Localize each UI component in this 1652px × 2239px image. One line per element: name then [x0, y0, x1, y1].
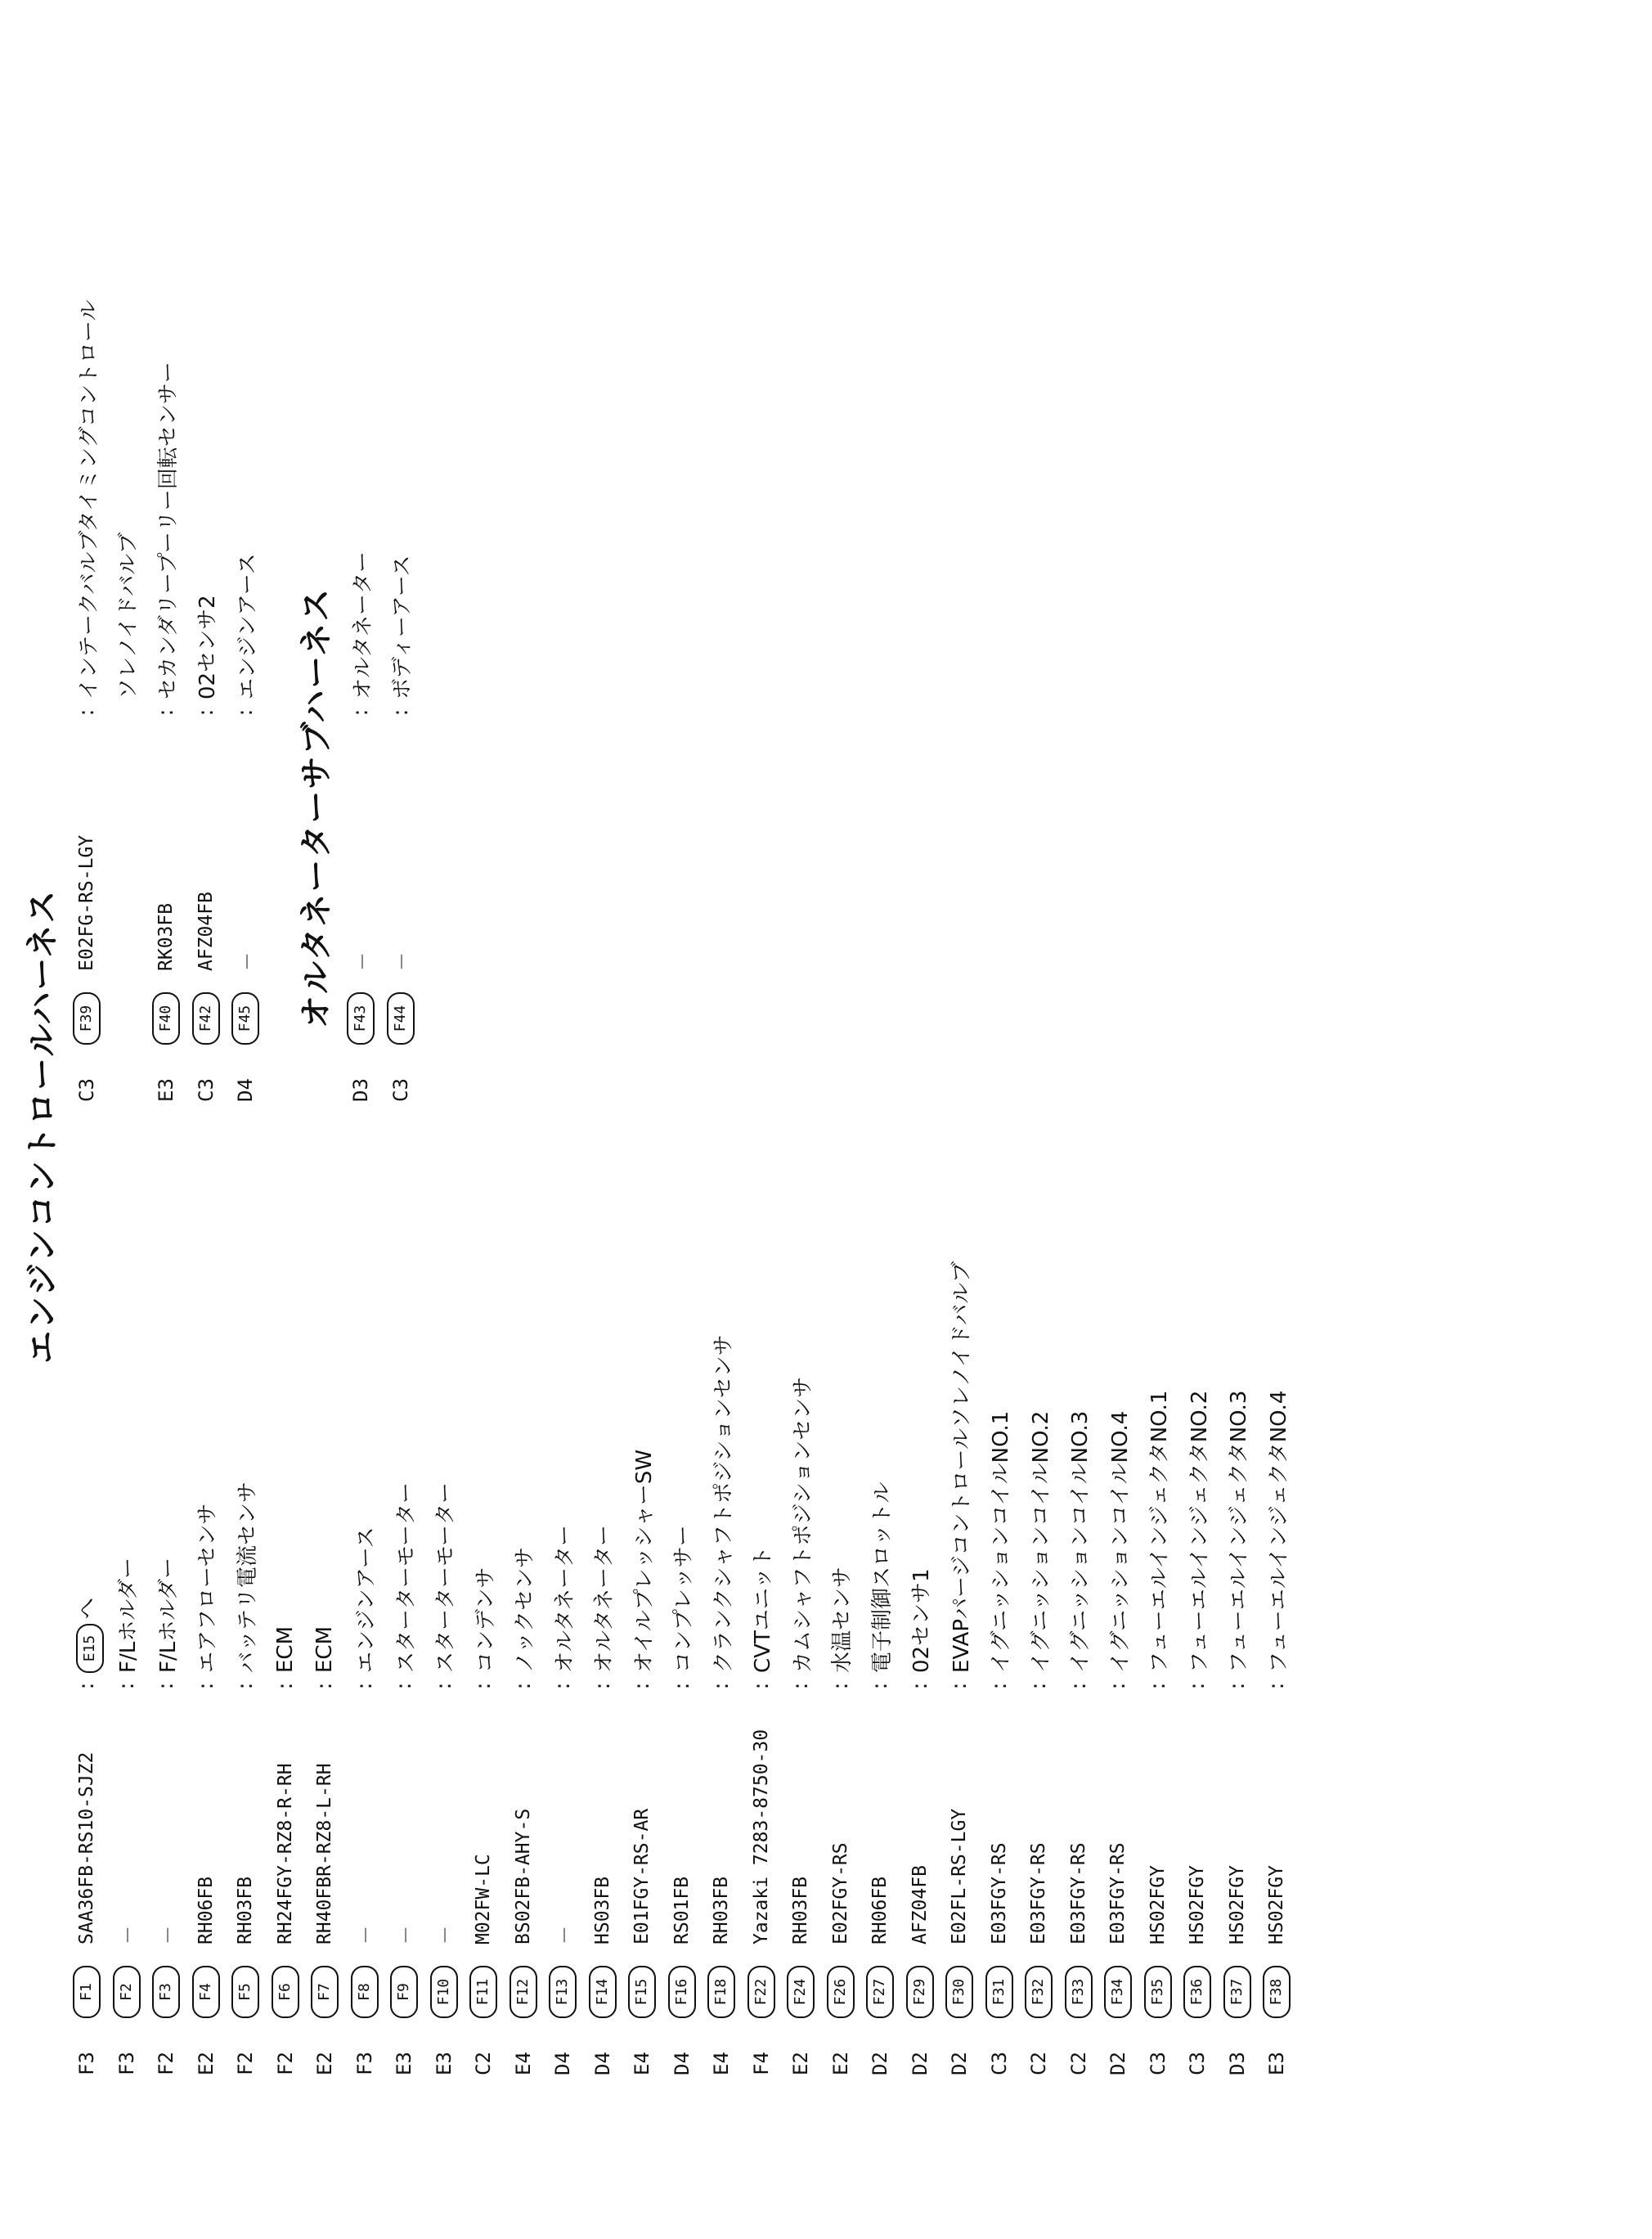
separator: : — [550, 1682, 576, 1690]
connector-row — [341, 38, 381, 1102]
separator: : — [392, 1682, 417, 1690]
separator: : — [193, 708, 218, 717]
part-number: AFZ04FB — [909, 1865, 931, 1945]
connector-description — [945, 1261, 975, 1673]
connector-id-badge: F30 — [945, 1966, 973, 2018]
description-text: フューエルインジェクタNO.4 — [1266, 1390, 1291, 1673]
description-text: オルタネーター — [350, 551, 375, 699]
description-text: ノックセンサ — [513, 1546, 538, 1673]
connector-description — [469, 1567, 499, 1673]
connector-description — [1222, 1391, 1252, 1673]
connector-id-cell — [192, 1945, 220, 2018]
connector-description — [151, 1558, 182, 1673]
connector-description — [786, 1377, 816, 1673]
description-text: フューエルインジェクタNO.3 — [1227, 1390, 1252, 1673]
connector-id-cell — [1065, 1945, 1093, 2018]
grid-location: F3 — [352, 2052, 376, 2075]
separator: : — [1026, 1682, 1052, 1690]
grid-location: C3 — [75, 1078, 99, 1102]
connector-list — [341, 38, 420, 1102]
grid-location: F3 — [114, 2052, 138, 2075]
description-text: コンデンサ — [473, 1567, 498, 1673]
connector-description — [667, 1525, 697, 1673]
part-number: E03FGY-RS — [1107, 1842, 1129, 1945]
connector-id-badge: F38 — [1263, 1966, 1291, 2018]
connector-id-badge: F2 — [113, 1966, 141, 2018]
connector-description — [231, 1481, 261, 1673]
description-text: クランクシャフトポジションセンサ — [711, 1334, 736, 1673]
connector-id-cell — [668, 1945, 696, 2018]
separator: : — [669, 1682, 694, 1690]
grid-location: E4 — [710, 2052, 734, 2075]
connector-id-cell — [311, 1945, 339, 2018]
connector-row — [980, 767, 1020, 2075]
connector-row — [860, 767, 900, 2075]
connector-id-cell — [73, 971, 101, 1045]
connector-id-badge: F14 — [589, 1966, 617, 2018]
part-number: E02FL-RS-LGY — [949, 1808, 971, 1945]
part-number: E02FG-RS-LGY — [76, 834, 98, 971]
separator: : — [1224, 1682, 1250, 1690]
separator: : — [590, 1682, 615, 1690]
connector-row — [1098, 767, 1138, 2075]
description-text: ECM — [312, 1625, 338, 1673]
part-number: － — [392, 952, 414, 971]
connector-id-cell — [1223, 1945, 1251, 2018]
connector-id-badge: F13 — [549, 1966, 577, 2018]
connector-description — [508, 1547, 538, 1673]
grid-location: F2 — [273, 2052, 297, 2075]
connector-id-badge: F40 — [152, 992, 180, 1045]
grid-location: E4 — [631, 2052, 654, 2075]
connector-id-badge: F42 — [192, 992, 220, 1045]
separator: : — [312, 1682, 338, 1690]
description-text: ボディーアース — [390, 555, 415, 699]
separator: : — [352, 1682, 377, 1690]
connector-id-cell — [469, 1945, 497, 2018]
separator: : — [709, 1682, 734, 1690]
grid-location: D3 — [349, 1078, 373, 1102]
connector-id-cell — [589, 1945, 617, 2018]
connector-id-badge: F12 — [510, 1966, 537, 2018]
connector-id-badge: F45 — [231, 992, 259, 1045]
description-text: F/Lホルダー — [116, 1557, 141, 1673]
separator: : — [510, 1682, 536, 1690]
connector-id-badge: F37 — [1223, 1966, 1251, 2018]
connector-row — [1218, 767, 1258, 2075]
connector-id-badge: F31 — [985, 1966, 1013, 2018]
connector-row — [504, 767, 544, 2075]
connector-description — [548, 1525, 578, 1673]
separator: : — [114, 1682, 139, 1690]
reference-connector-badge: E15 — [76, 1624, 104, 1673]
connector-row — [186, 38, 227, 1102]
connector-id-badge: F8 — [351, 1966, 379, 2018]
description-text: スターターモーター — [433, 1482, 459, 1673]
connector-description — [312, 1626, 337, 1673]
grid-location: F2 — [155, 2052, 178, 2075]
part-number: HS02FGY — [1187, 1865, 1209, 1945]
connector-row — [662, 767, 703, 2075]
connector-id-cell — [787, 1945, 815, 2018]
connector-id-badge: F22 — [747, 1966, 775, 2018]
connector-id-cell — [1144, 1945, 1172, 2018]
description-text: イグニッションコイルNO.2 — [1028, 1410, 1053, 1673]
description-text: エアフローセンサ — [195, 1503, 221, 1673]
part-number: HS03FB — [591, 1876, 613, 1945]
connector-id-cell — [430, 1945, 458, 2018]
description-text: スターターモーター — [393, 1482, 419, 1673]
separator: : — [233, 708, 258, 717]
description-text: イグニッションコイルNO.4 — [1107, 1410, 1133, 1673]
connector-id-badge: F43 — [347, 992, 375, 1045]
description-text: エンジンアース — [354, 1526, 379, 1673]
separator: : — [471, 1682, 496, 1690]
grid-location: E2 — [313, 2052, 337, 2075]
connector-description — [905, 1568, 935, 1673]
connector-id-cell — [827, 1945, 855, 2018]
connector-description — [389, 1482, 420, 1673]
connector-id-badge: F11 — [469, 1966, 497, 2018]
grid-location: C2 — [1027, 2052, 1051, 2075]
description-text: オルタネーター — [552, 1525, 577, 1673]
separator: : — [193, 1682, 218, 1690]
connector-id-cell — [387, 971, 415, 1045]
connector-row — [583, 767, 623, 2075]
grid-location: E2 — [828, 2052, 852, 2075]
description-text: EVAPパージコントロールソレノイドバルブ — [949, 1261, 974, 1673]
connector-id-cell — [906, 1945, 934, 2018]
part-number: RH03FB — [711, 1876, 733, 1945]
connector-id-cell — [73, 1945, 101, 2018]
description-text: インテークバルブタイミングコントロール — [76, 299, 101, 699]
description-text: 水温センサ — [830, 1566, 855, 1673]
part-number: AFZ04FB — [195, 892, 217, 971]
separator: : — [1106, 1682, 1131, 1690]
part-number: E02FGY-RS — [829, 1842, 851, 1945]
separator: : — [986, 1682, 1012, 1690]
part-number: － — [356, 1926, 378, 1945]
connector-description — [1183, 1391, 1213, 1673]
connector-id-cell — [549, 1945, 577, 2018]
connector-row — [146, 38, 186, 1102]
connector-id-badge: F27 — [866, 1966, 894, 2018]
grid-location: E3 — [432, 2052, 456, 2075]
connector-id-badge: F18 — [707, 1966, 735, 2018]
connector-id-badge: F6 — [272, 1966, 299, 2018]
connector-id-cell — [866, 1945, 894, 2018]
connector-id-cell — [1263, 1945, 1291, 2018]
connector-row — [821, 767, 861, 2075]
separator: : — [348, 708, 374, 717]
connector-description — [72, 299, 102, 699]
separator: : — [154, 708, 179, 717]
connector-description — [349, 1526, 379, 1673]
grid-location: E3 — [393, 2052, 416, 2075]
part-number: SAA36FB-RS10-SJZ2 — [76, 1751, 98, 1945]
description-text: オイルプレッシャーSW — [631, 1449, 657, 1673]
connector-description — [1024, 1411, 1054, 1673]
separator: : — [868, 1682, 893, 1690]
grid-location: C3 — [987, 2052, 1011, 2075]
grid-location: C3 — [1186, 2052, 1210, 2075]
connector-description — [111, 1558, 141, 1673]
connector-id-cell — [390, 1945, 418, 2018]
connector-row — [900, 767, 940, 2075]
part-number: RK03FB — [155, 902, 177, 971]
connector-row — [781, 767, 821, 2075]
connector-description — [746, 1546, 776, 1673]
grid-location: D4 — [590, 2052, 614, 2075]
connector-row — [622, 767, 662, 2075]
connector-row — [543, 767, 583, 2075]
connector-id-badge: F16 — [668, 1966, 696, 2018]
part-number: RH03FB — [235, 1876, 257, 1945]
grid-location: F4 — [749, 2052, 773, 2075]
part-number: － — [236, 952, 258, 971]
separator: : — [630, 1682, 655, 1690]
connector-description — [70, 1598, 104, 1673]
description-text: コンプレッサー — [671, 1525, 697, 1673]
connector-description — [231, 553, 261, 699]
description-text: イグニッションコイルNO.3 — [1068, 1410, 1093, 1673]
part-number: RS01FB — [671, 1876, 693, 1945]
connector-id-cell — [272, 1945, 299, 2018]
connector-id-badge: F24 — [787, 1966, 815, 2018]
part-number: － — [157, 1926, 179, 1945]
connector-id-badge: F4 — [192, 1966, 220, 2018]
connector-id-badge: F1 — [73, 1966, 101, 2018]
part-number: － — [435, 1926, 457, 1945]
connector-description — [865, 1482, 896, 1673]
connector-id-cell — [192, 971, 220, 1045]
part-number: － — [352, 952, 374, 971]
connector-description — [385, 555, 415, 699]
connector-description — [273, 1626, 298, 1673]
connector-id-cell — [231, 1945, 259, 2018]
grid-location: D3 — [1225, 2052, 1249, 2075]
connector-id-cell — [152, 971, 180, 1045]
connector-id-cell — [231, 971, 259, 1045]
connector-id-cell — [152, 1945, 180, 2018]
part-number: － — [554, 1926, 576, 1945]
grid-location: E2 — [194, 2052, 218, 2075]
separator: : — [154, 1682, 179, 1690]
connector-id-cell — [747, 1945, 775, 2018]
separator: : — [748, 1682, 774, 1690]
part-number: E03FGY-RS — [988, 1842, 1010, 1945]
description-text: F/Lホルダー — [155, 1557, 181, 1673]
connector-id-cell — [628, 1945, 656, 2018]
connector-description — [1262, 1391, 1292, 1673]
connector-description — [984, 1411, 1014, 1673]
grid-location: E4 — [511, 2052, 535, 2075]
connector-row — [742, 767, 782, 2075]
connector-row — [381, 38, 421, 1102]
connector-id-cell — [1025, 1945, 1053, 2018]
connector-row — [226, 38, 266, 1102]
separator: : — [1066, 1682, 1091, 1690]
connector-id-cell — [945, 1945, 973, 2018]
description-text: バッテリ電流センサ — [235, 1481, 260, 1673]
part-number: RH40FBR-RZ8-L-RH — [314, 1763, 336, 1945]
connector-id-badge: F29 — [906, 1966, 934, 2018]
description-text: カムシャフトポジションセンサ — [790, 1376, 815, 1673]
grid-location: C3 — [194, 1078, 218, 1102]
part-number: － — [118, 1926, 140, 1945]
separator: : — [388, 708, 413, 717]
separator: : — [74, 708, 100, 717]
connector-description — [1142, 1391, 1173, 1673]
connector-description — [825, 1567, 855, 1673]
connector-description — [151, 362, 182, 699]
connector-row — [940, 767, 980, 2075]
connector-id-badge: F44 — [387, 992, 415, 1045]
part-number: E03FGY-RS — [1028, 1842, 1050, 1945]
description-text: 02センサ2 — [195, 595, 221, 699]
description-text: イグニッションコイルNO.1 — [989, 1410, 1014, 1673]
grid-location: E2 — [789, 2052, 813, 2075]
connector-row — [702, 767, 742, 2075]
part-number: RH03FB — [790, 1876, 812, 1945]
part-number: E03FGY-RS — [1067, 1842, 1089, 1945]
section-title: オルタネーターサブハーネス — [298, 587, 335, 1028]
connector-list — [67, 38, 266, 1102]
part-number: RH06FB — [195, 1876, 217, 1945]
part-number: HS02FGY — [1226, 1865, 1248, 1945]
connector-description — [346, 551, 376, 699]
part-number: RH06FB — [869, 1876, 891, 1945]
grid-location: C2 — [472, 2052, 496, 2075]
connector-id-badge: F10 — [430, 1966, 458, 2018]
separator: : — [1264, 1682, 1290, 1690]
connector-row — [464, 767, 504, 2075]
connector-id-badge: F26 — [827, 1966, 855, 2018]
connector-id-cell — [351, 1945, 379, 2018]
connector-description — [1103, 1411, 1134, 1673]
connector-row — [1257, 767, 1297, 2075]
connector-id-cell — [347, 971, 375, 1045]
connector-row — [1059, 767, 1099, 2075]
separator: : — [947, 1682, 972, 1690]
connector-id-cell — [1104, 1945, 1132, 2018]
grid-location: D2 — [869, 2052, 892, 2075]
connector-id-badge: F5 — [231, 1966, 259, 2018]
separator: : — [74, 1682, 100, 1690]
connector-description — [627, 1450, 658, 1673]
connector-row — [67, 38, 107, 1102]
connector-description — [1063, 1411, 1093, 1673]
connector-id-badge: F7 — [311, 1966, 339, 2018]
separator: : — [431, 1682, 456, 1690]
description-text: ソレノイドバルブ — [116, 532, 141, 699]
description-text: セカンダリープーリー回転センサー — [155, 362, 181, 699]
connector-id-badge: F32 — [1025, 1966, 1053, 2018]
separator: : — [1145, 1682, 1170, 1690]
part-number: E01FGY-RS-AR — [631, 1808, 653, 1945]
connector-row — [1019, 767, 1059, 2075]
description-text: オルタネーター — [592, 1525, 617, 1673]
part-number: BS02FB-AHY-S — [512, 1808, 534, 1945]
grid-location: C2 — [1066, 2052, 1090, 2075]
connector-id-badge: F35 — [1144, 1966, 1172, 2018]
part-number: HS02FGY — [1266, 1865, 1288, 1945]
section-title: エンジンコントロールハーネス — [24, 888, 61, 1364]
grid-location: E3 — [155, 1078, 178, 1102]
connector-id-badge: F34 — [1104, 1966, 1132, 2018]
grid-location: D4 — [551, 2052, 575, 2075]
connector-id-cell — [707, 1945, 735, 2018]
description-text: へ — [74, 1597, 100, 1619]
separator: : — [788, 1682, 814, 1690]
description-text: フューエルインジェクタNO.1 — [1147, 1390, 1173, 1673]
connector-id-cell — [510, 1945, 537, 2018]
grid-location: F3 — [75, 2052, 99, 2075]
connector-id-badge: F36 — [1183, 1966, 1211, 2018]
description-text: CVTユニット — [751, 1546, 776, 1673]
connector-description — [429, 1482, 459, 1673]
description-text: フューエルインジェクタNO.2 — [1187, 1390, 1212, 1673]
connector-id-cell — [113, 1945, 141, 2018]
part-number: M02FW-LC — [473, 1854, 495, 1945]
part-number: Yazaki 7283-8750-30 — [750, 1729, 772, 1945]
grid-location: D4 — [234, 1078, 258, 1102]
connector-id-badge: F39 — [73, 992, 101, 1045]
connector-row-continuation — [107, 38, 147, 1102]
separator: : — [233, 1682, 258, 1690]
part-number: － — [395, 1926, 417, 1945]
grid-location: D2 — [1107, 2052, 1130, 2075]
grid-location: F2 — [234, 2052, 258, 2075]
connector-id-badge: F3 — [152, 1966, 180, 2018]
connector-description — [587, 1525, 617, 1673]
connector-id-cell — [985, 1945, 1013, 2018]
connector-row — [1178, 767, 1218, 2075]
connector-id-badge: F33 — [1065, 1966, 1093, 2018]
description-text: 電子制御スロットル — [869, 1481, 895, 1673]
separator: : — [828, 1682, 853, 1690]
connector-id-badge: F9 — [390, 1966, 418, 2018]
grid-location: D2 — [948, 2052, 972, 2075]
description-text: ECM — [272, 1625, 298, 1673]
separator: : — [272, 1682, 298, 1690]
grid-location: C3 — [388, 1078, 412, 1102]
connector-id-cell — [1183, 1945, 1211, 2018]
separator: : — [907, 1682, 932, 1690]
connector-id-badge: F15 — [628, 1966, 656, 2018]
connector-description — [191, 1504, 221, 1673]
connector-description — [191, 595, 221, 699]
grid-location: C3 — [1146, 2052, 1169, 2075]
part-number: HS02FGY — [1147, 1865, 1169, 1945]
part-number: RH24FGY-RZ8-R-RH — [274, 1763, 296, 1945]
description-text: 02センサ1 — [909, 1568, 935, 1673]
description-text: エンジンアース — [235, 553, 260, 699]
grid-location: E3 — [1265, 2052, 1289, 2075]
grid-location: D4 — [670, 2052, 694, 2075]
connector-row — [424, 767, 465, 2075]
grid-location: D2 — [908, 2052, 931, 2075]
connector-description — [707, 1334, 737, 1673]
connector-row — [1138, 767, 1178, 2075]
separator: : — [1185, 1682, 1210, 1690]
